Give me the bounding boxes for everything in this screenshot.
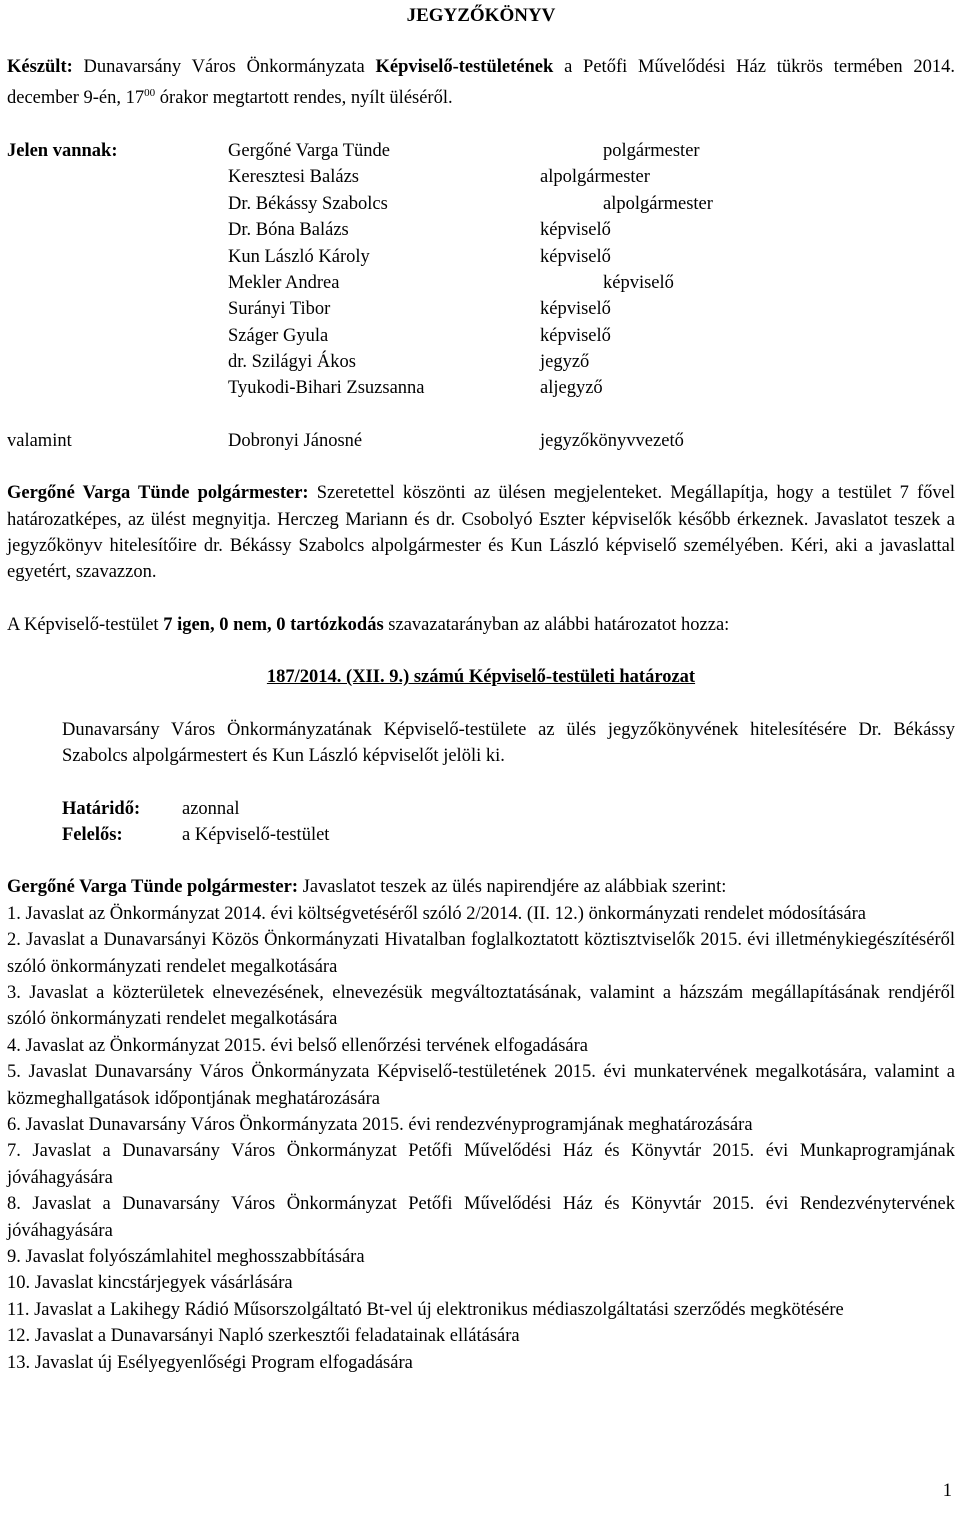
deadline-label: Határidő: bbox=[62, 798, 141, 819]
attendance-row bbox=[7, 296, 955, 322]
agenda-item: 1. Javaslat az Önkormányzat 2014. évi költségvetéséről szóló 2/2014. (II. 12.) önkormányzati rendelet módosítására bbox=[7, 903, 866, 924]
member-name: Keresztesi Balázs bbox=[228, 167, 359, 188]
agenda-item: 2. Javaslat a Dunavarsányi Közös Önkormányzati Hivatalban foglalkoztatott köztisztviselők 2015. évi illetménykiegészítéséről szóló önkormányzati rendelet megalkotására bbox=[7, 930, 955, 977]
opening-paragraph bbox=[7, 480, 955, 586]
member-name: Kun László Károly bbox=[228, 246, 370, 267]
agenda-item: 6. Javaslat Dunavarsány Város Önkormányzata 2015. évi rendezvényprogramjának meghatározására bbox=[7, 1114, 753, 1135]
responsible-label: Felelős: bbox=[62, 824, 123, 845]
responsible-value: a Képviselő-testület bbox=[182, 824, 330, 845]
intro-text-2: a Petőfi Művelődési Ház tükrös termében 2014. december 9-én, 17 bbox=[7, 57, 955, 109]
agenda-item: 7. Javaslat a Dunavarsány Város Önkormányzat Petőfi Művelődési Ház és Könyvtár 2015. évi Munkaprogramjának jóváhagyására bbox=[7, 1141, 955, 1188]
agenda-intro bbox=[7, 874, 955, 900]
attendance-row bbox=[7, 244, 955, 270]
member-name: Surányi Tibor bbox=[228, 299, 331, 320]
recorder-name: Dobronyi Jánosné bbox=[228, 430, 363, 451]
agenda-item: 8. Javaslat a Dunavarsány Város Önkormányzat Petőfi Művelődési Ház és Könyvtár 2015. évi Rendezvénytervének jóváhagyására bbox=[7, 1194, 955, 1241]
attendance-row bbox=[7, 349, 955, 375]
member-role: képviselő bbox=[540, 325, 611, 346]
deadline-value: azonnal bbox=[182, 798, 240, 819]
recorder-label: valamint bbox=[7, 430, 72, 451]
member-role: polgármester bbox=[603, 140, 700, 161]
opening-speaker: Gergőné Varga Tünde polgármester: bbox=[7, 483, 309, 504]
vote-paragraph bbox=[7, 612, 955, 638]
agenda-item: 11. Javaslat a Lakihegy Rádió Műsorszolgáltató Bt-vel új elektronikus médiaszolgáltatási szerződés megkötésére bbox=[7, 1299, 844, 1320]
agenda-item: 9. Javaslat folyószámlahitel meghosszabbítására bbox=[7, 1246, 365, 1267]
agenda-intro-text: Javaslatot teszek az ülés napirendjére az alábbiak szerint: bbox=[298, 877, 727, 898]
page-number: 1 bbox=[942, 1481, 952, 1501]
agenda-speaker: Gergőné Varga Tünde polgármester: bbox=[7, 877, 299, 898]
attendance-row bbox=[7, 217, 955, 243]
deadline-row bbox=[7, 796, 955, 822]
member-name: Tyukodi-Bihari Zsuzsanna bbox=[228, 378, 425, 399]
intro-bold: Képviselő-testületének bbox=[375, 57, 554, 77]
agenda-item: 10. Javaslat kincstárjegyek vásárlására bbox=[7, 1273, 293, 1294]
intro-text-1: Dunavarsány Város Önkormányzata bbox=[72, 57, 376, 77]
recorder-role: jegyzőkönyvvezető bbox=[540, 430, 684, 451]
agenda-item: 4. Javaslat az Önkormányzat 2015. évi belső ellenőrzési tervének elfogadására bbox=[7, 1035, 588, 1056]
resolution-text: Dunavarsány Város Önkormányzatának Képviselő-testülete az ülés jegyzőkönyvének hitelesítésére Dr. Békássy Szabolcs alpolgármestert és Kun László képviselőt jelöli ki. bbox=[62, 719, 955, 767]
resolution-title: 187/2014. (XII. 9.) számú Képviselő-testületi határozat bbox=[266, 667, 696, 688]
document-page bbox=[7, 0, 955, 1376]
agenda-item: 12. Javaslat a Dunavarsányi Napló szerkesztői feladatainak ellátására bbox=[7, 1326, 520, 1347]
intro-text-3: órakor megtartott rendes, nyílt üléséről. bbox=[155, 88, 453, 109]
agenda-item: 5. Javaslat Dunavarsány Város Önkormányzata Képviselő-testületének 2015. évi munkatervének megalkotására, valamint a közmeghallgatások időpontjának meghatározására bbox=[7, 1062, 955, 1109]
member-role: képviselő bbox=[540, 246, 611, 267]
intro-paragraph bbox=[7, 54, 955, 112]
responsible-row bbox=[7, 822, 955, 848]
member-name: Dr. Békássy Szabolcs bbox=[228, 193, 388, 214]
attendance-list bbox=[7, 138, 955, 402]
member-role: jegyző bbox=[540, 352, 590, 373]
intro-superscript: 00 bbox=[144, 87, 156, 100]
agenda-list bbox=[7, 901, 955, 1376]
agenda-item: 3. Javaslat a közterületek elnevezésének, elnevezésük megváltoztatásának, valamint a házszám megállapításának rendjéről szóló önkormányzati rendelet megalkotására bbox=[7, 982, 955, 1030]
document-title: JEGYZŐKÖNYV bbox=[406, 5, 556, 26]
opening-text: Szeretettel köszönti az ülésen megjelenteket. Megállapítja, hogy a testület 7 fővel határozatképes, az ülést megnyitja. Herczeg Mariann és dr. Csobolyó Eszter képviselők később érkeznek. Javaslatot teszek a jegyzőkönyv hitelesítőire dr. Békássy Szabolcs alpolgármester és Kun László képviselő személyében. Kéri, aki a javaslattal egyetért, szavazzon. bbox=[7, 483, 956, 583]
attendance-row bbox=[7, 270, 955, 296]
member-name: Gergőné Varga Tünde bbox=[228, 140, 391, 161]
attendance-row bbox=[7, 191, 955, 217]
member-name: Száger Gyula bbox=[228, 325, 329, 346]
vote-result: 7 igen, 0 nem, 0 tartózkodás bbox=[163, 614, 384, 635]
member-role: alpolgármester bbox=[603, 193, 713, 214]
member-role: képviselő bbox=[540, 299, 611, 320]
agenda-item: 13. Javaslat új Esélyegyenlőségi Program elfogadására bbox=[7, 1352, 413, 1373]
attendance-label: Jelen vannak: bbox=[7, 140, 118, 161]
member-name: dr. Szilágyi Ákos bbox=[228, 352, 356, 373]
recorder-row bbox=[7, 428, 955, 454]
member-name: Mekler Andrea bbox=[228, 272, 340, 293]
attendance-row bbox=[7, 164, 955, 190]
attendance-row bbox=[7, 323, 955, 349]
attendance-row bbox=[7, 138, 955, 164]
vote-text-2: szavazatarányban az alábbi határozatot hozza: bbox=[383, 614, 730, 635]
member-role: alpolgármester bbox=[540, 167, 650, 188]
attendance-row bbox=[7, 375, 955, 401]
vote-text-1: A Képviselő-testület bbox=[7, 614, 164, 635]
intro-label: Készült: bbox=[7, 57, 73, 77]
member-role: aljegyző bbox=[540, 378, 603, 399]
member-role: képviselő bbox=[540, 220, 611, 241]
member-name: Dr. Bóna Balázs bbox=[228, 220, 349, 241]
member-role: képviselő bbox=[603, 272, 674, 293]
